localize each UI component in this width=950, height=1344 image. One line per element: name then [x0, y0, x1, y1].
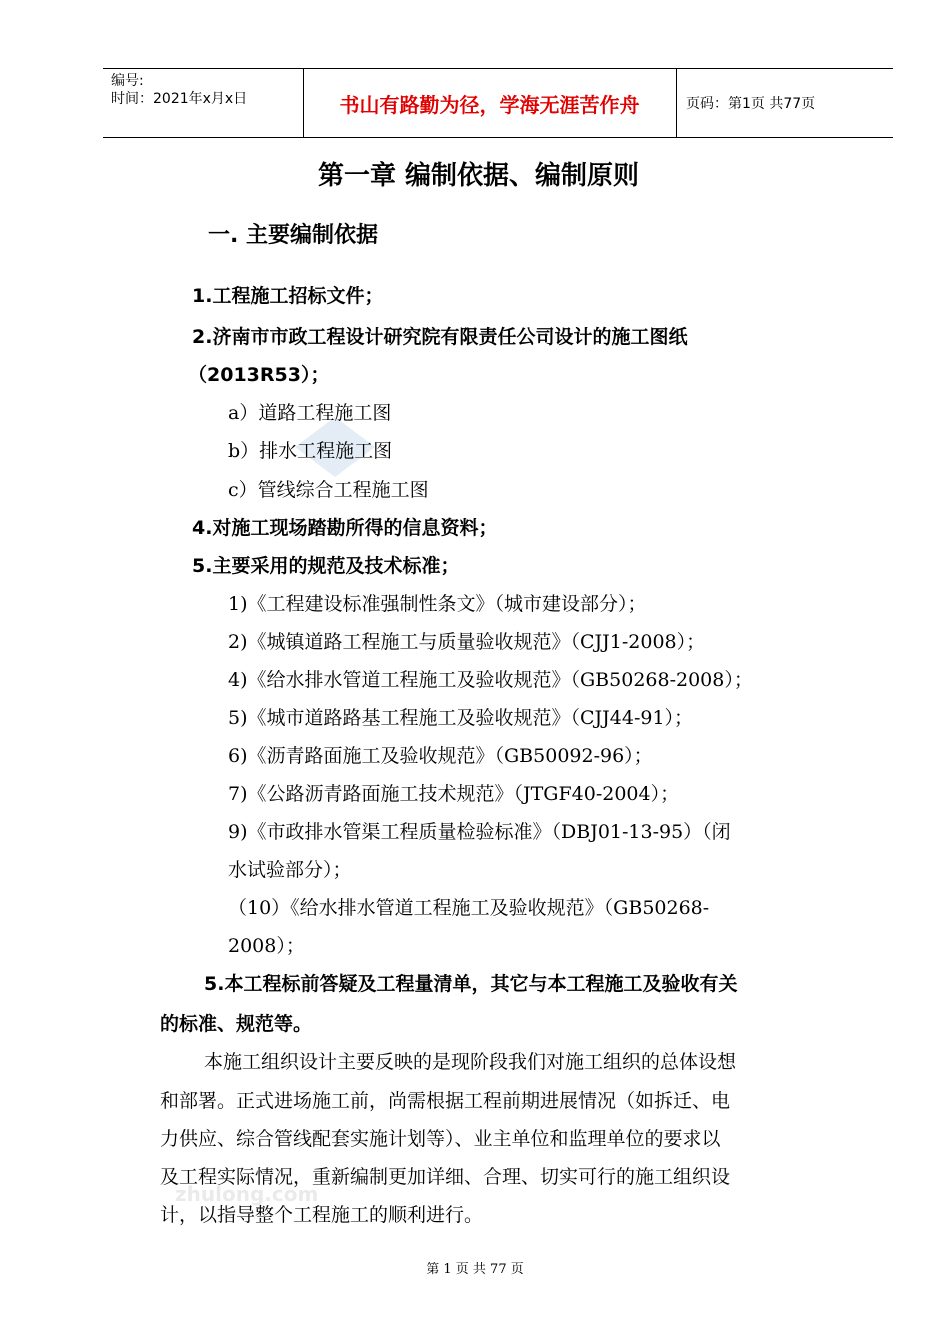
page-footer: 第 1 页 共 77 页	[426, 1262, 524, 1277]
header-meta	[111, 72, 247, 108]
standard-10-line2: 2008）；	[228, 935, 305, 957]
number-label: 编号:	[111, 73, 144, 89]
standard-1: 1)《工程建设标准强制性条文》（城市建设部分）；	[228, 593, 647, 615]
item-5: 5.主要采用的规范及技术标准；	[192, 555, 460, 577]
sub-item-b: b）排水工程施工图	[228, 440, 393, 462]
chapter-title: 第一章 编制依据、编制原则	[318, 161, 640, 191]
header-page-label: 页码：第1页 共77页	[686, 96, 816, 112]
item-1: 1.工程施工招标文件；	[192, 285, 384, 307]
paragraph-line-4: 及工程实际情况，重新编制更加详细、合理、切实可行的施工组织设	[160, 1166, 731, 1188]
time-label: 时间：2021年x月x日	[111, 91, 248, 107]
item-5b-line2: 的标准、规范等。	[160, 1013, 313, 1035]
standard-6: 6)《沥青路面施工及验收规范》（GB50092-96）；	[228, 745, 653, 767]
standard-10-line1: （10）《给水排水管道工程施工及验收规范》（GB50268-	[228, 897, 710, 919]
page-header	[103, 68, 893, 138]
standard-4: 4)《给水排水管道工程施工及验收规范》（GB50268-2008）；	[228, 669, 753, 691]
header-divider	[676, 69, 677, 137]
standard-9-line1: 9)《市政排水管渠工程质量检验标准》（DBJ01-13-95）（闭	[228, 821, 731, 843]
standard-7: 7)《公路沥青路面施工技术规范》（JTGF40-2004）；	[228, 783, 680, 805]
standard-2: 2)《城镇道路工程施工与质量验收规范》（CJJ1-2008）；	[228, 631, 706, 653]
sub-item-a: a）道路工程施工图	[228, 402, 392, 424]
item-4: 4.对施工现场踏勘所得的信息资料；	[192, 517, 498, 539]
standard-5: 5)《城市道路路基工程施工及验收规范》（CJJ44-91）；	[228, 707, 694, 729]
sub-item-c: c）管线综合工程施工图	[228, 479, 429, 501]
item-2-line2: （2013R53）；	[188, 364, 330, 386]
header-motto: 书山有路勤为径，学海无涯苦作舟	[339, 92, 640, 117]
standard-9-line2: 水试验部分）；	[228, 859, 352, 881]
section-title: 一. 主要编制依据	[208, 223, 379, 248]
paragraph-line-2: 和部署。正式进场施工前，尚需根据工程前期进展情况（如拆迁、电	[160, 1090, 731, 1112]
paragraph-line-1: 本施工组织设计主要反映的是现阶段我们对施工组织的总体设想	[204, 1051, 737, 1073]
paragraph-line-3: 力供应、综合管线配套实施计划等）、业主单位和监理单位的要求以	[160, 1128, 721, 1150]
item-2-line1: 2.济南市市政工程设计研究院有限责任公司设计的施工图纸	[192, 326, 688, 348]
item-5b-line1: 5.本工程标前答疑及工程量清单，其它与本工程施工及验收有关	[204, 973, 738, 995]
paragraph-line-5: 计，以指导整个工程施工的顺利进行。	[160, 1204, 484, 1226]
watermark-text: zhulong.com	[175, 1182, 319, 1206]
